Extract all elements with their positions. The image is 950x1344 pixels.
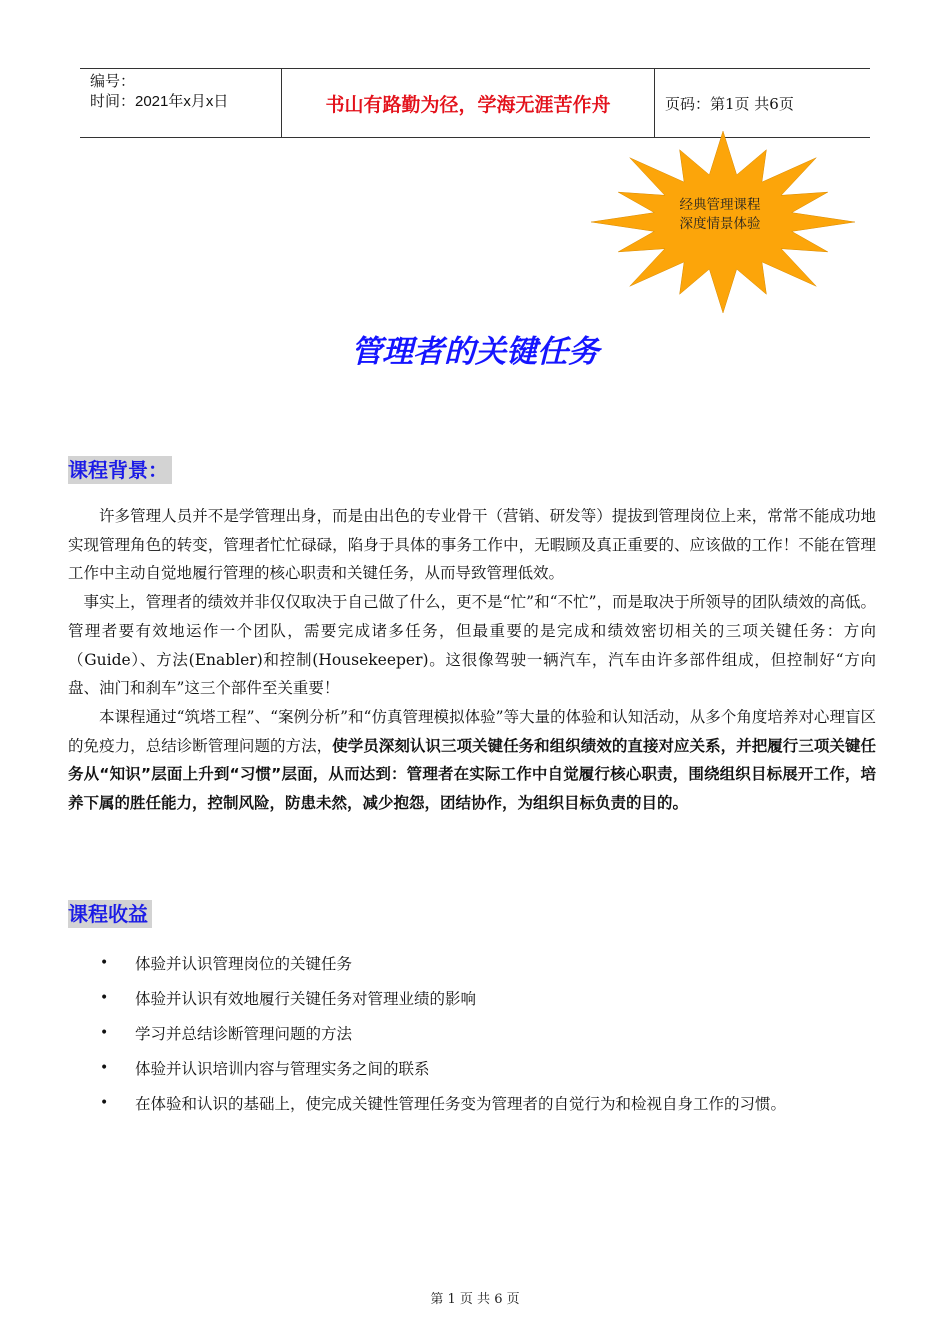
list-item bbox=[100, 1085, 786, 1120]
benefit-text: 在体验和认识的基础上，使完成关键性管理任务变为管理者的自觉行为和检视自身工作的习惯。 bbox=[135, 1094, 787, 1113]
benefits-list bbox=[100, 945, 786, 1120]
badge-line-1: 经典管理课程 bbox=[679, 197, 761, 213]
paragraph-3-normal: 本课程通过“筑塔工程”、“案例分析”和“仿真管理模拟体验”等大量的体验和认知活动，从多个角度培养对心理盲区的免疫力，总结诊断管理问题的方法， bbox=[68, 707, 876, 755]
bullet: • bbox=[100, 1024, 109, 1041]
list-item bbox=[100, 1050, 786, 1085]
paragraph-3-bold: 使学员深刻认识三项关键任务和组织绩效的直接对应关系，并把履行三项关键任务从“知识”层面上升到“习惯”层面，从而达到：管理者在实际工作中自觉履行核心职责，围绕组织目标展开工作，培养下属的胜任能力，控制风险，防患未然，减少抱怨，团结协作，为组织目标负责的目的。 bbox=[68, 736, 876, 813]
document-title: 管理者的关键任务 bbox=[351, 334, 599, 370]
benefit-text: 学习并总结诊断管理问题的方法 bbox=[135, 1024, 353, 1043]
bullet: • bbox=[100, 989, 109, 1006]
number-label: 编号： bbox=[90, 73, 136, 90]
benefit-text: 体验并认识培训内容与管理实务之间的联系 bbox=[135, 1059, 430, 1078]
section-heading-benefits: 课程收益 bbox=[68, 900, 152, 928]
document-header bbox=[80, 68, 870, 138]
date-label: 时间：2021年x月x日 bbox=[90, 93, 229, 110]
header-page-code: 页码：第1页 共6页 bbox=[665, 94, 794, 113]
badge-line-2: 深度情景体验 bbox=[679, 216, 761, 232]
background-body bbox=[68, 502, 876, 818]
background-paragraph-1: 许多管理人员并不是学管理出身，而是由出色的专业骨干（营销、研发等）提拔到管理岗位上来，常常不能成功地实现管理角色的转变，管理者忙忙碌碌，陷身于具体的事务工作中，无暇顾及真正重要的、应该做的工作！不能在管理工作中主动自觉地履行管理的核心职责和关键任务，从而导致管理低效。 bbox=[68, 507, 876, 583]
page-footer: 第 1 页 共 6 页 bbox=[430, 1292, 520, 1307]
list-item bbox=[100, 1015, 786, 1050]
list-item bbox=[100, 980, 786, 1015]
bullet: • bbox=[100, 1094, 109, 1111]
benefit-text: 体验并认识管理岗位的关键任务 bbox=[135, 954, 353, 973]
background-paragraph-2: 事实上，管理者的绩效并非仅仅取决于自己做了什么，更不是“忙”和“不忙”，而是取决于所领导的团队绩效的高低。管理者要有效地运作一个团队，需要完成诸多任务，但最重要的是完成和绩效密切相关的三项关键任务：方向（Guide）、方法(Enabler)和控制(Housekeeper)。这很像驾驶一辆汽车，汽车由许多部件组成，但控制好“方向盘、油门和刹车”这三个部件至关重要！ bbox=[68, 593, 876, 698]
header-meta bbox=[80, 69, 281, 137]
starburst-badge-text bbox=[660, 196, 780, 234]
background-paragraph-3 bbox=[68, 703, 876, 818]
benefit-text: 体验并认识有效地履行关键任务对管理业绩的影响 bbox=[135, 989, 477, 1008]
header-motto: 书山有路勤为径，学海无涯苦作舟 bbox=[281, 69, 655, 137]
bullet: • bbox=[100, 954, 109, 971]
section-heading-background: 课程背景： bbox=[68, 456, 172, 484]
list-item bbox=[100, 945, 786, 980]
bullet: • bbox=[100, 1059, 109, 1076]
